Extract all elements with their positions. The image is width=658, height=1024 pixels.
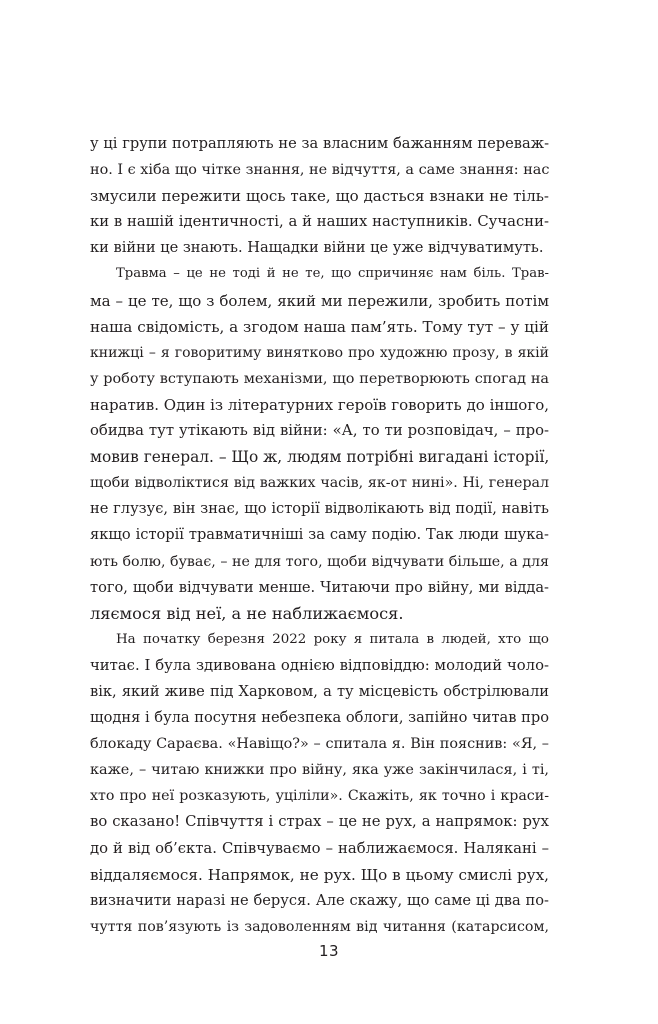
text-line: щодня і була посутня небезпека облоги, запійно читав про (90, 709, 549, 727)
text-line: каже, – читаю книжки про війну, яка уже закінчилася, і ті, (90, 762, 549, 779)
text-line: змусили пережити щось таке, що дасться взнаки не тіль- (90, 187, 549, 206)
text-line: того, щоби відчувати менше. Читаючи про війну, ми відда- (90, 578, 549, 596)
paragraph (90, 627, 549, 940)
text-line: книжці – я говоритиму винятково про художню прозу, в якій (90, 344, 549, 361)
text-line: блокаду Сараєва. «Навіщо?» – спитала я. Він пояснив: «Я, – (90, 736, 549, 753)
text-line: читає. І була здивована однією відповіддю: молодий чоло- (90, 656, 549, 674)
text-line: ки війни це знають. Нащадки війни це уже відчуватимуть. (90, 239, 544, 257)
text-line: визначити наразі не беруся. Але скажу, що саме ці два по- (90, 891, 549, 909)
text-line: Травма – це не тоді й не те, що спричиняє нам біль. Трав- (116, 266, 549, 282)
body-text (90, 131, 549, 940)
text-line: обидва тут утікають від війни: «А, то ти розповідач, – про- (90, 422, 549, 440)
text-line: щоби відволіктися від важких часів, як-от нині». Ні, генерал (90, 475, 549, 492)
text-line: чуття пов’язують із задоволенням від читання (катарсисом, (90, 918, 549, 935)
page-number: 13 (318, 942, 340, 960)
text-line: наратив. Один із літературних героїв говорить до іншого, (90, 395, 549, 414)
text-line: ки в нашій ідентичності, а й наших наступників. Сучасни- (90, 213, 549, 231)
text-line: На початку березня 2022 року я питала в людей, хто що (116, 631, 549, 647)
text-line: якщо історії травматичніші за саму подію. Так люди шука- (90, 526, 549, 544)
paragraph (90, 261, 549, 626)
text-line: наша свідомість, а згодом наша пам’ять. Тому тут – у цій (90, 317, 549, 336)
text-line: мовив генерал. – Що ж, людям потрібні вигадані історії, (90, 448, 550, 467)
text-line: хто про неї розказують, уціліли». Скажіть, як точно і краси- (90, 788, 549, 805)
text-line: у роботу вступають механізми, що перетворюють спогад на (90, 370, 549, 387)
text-line: но. І є хіба що чітке знання, не відчуття, а саме знання: нас (90, 162, 550, 179)
text-line: до й від об’єкта. Співчуваємо – наближаємося. Налякані – (90, 839, 549, 857)
text-line: у ці групи потрапляють не за власним бажанням переваж- (90, 135, 549, 152)
text-line: ляємося від неї, а не наближаємося. (90, 603, 404, 623)
text-line: віддаляємося. Напрямок, не рух. Що в цьому смислі рух, (90, 865, 549, 884)
text-line: ють болю, буває, – не для того, щоби відчувати більше, а для (90, 553, 549, 570)
text-line: не глузує, він знає, що історії відволікають від події, навіть (90, 500, 549, 518)
text-line: во сказано! Співчуття і страх – це не рух, а напрямок: рух (90, 813, 549, 831)
paragraph (90, 131, 549, 261)
text-line: ма – це те, що з болем, який ми пережили, зробить потім (90, 291, 549, 310)
text-line: вік, який живе під Харковом, а ту місцевість обстрілювали (90, 682, 549, 700)
